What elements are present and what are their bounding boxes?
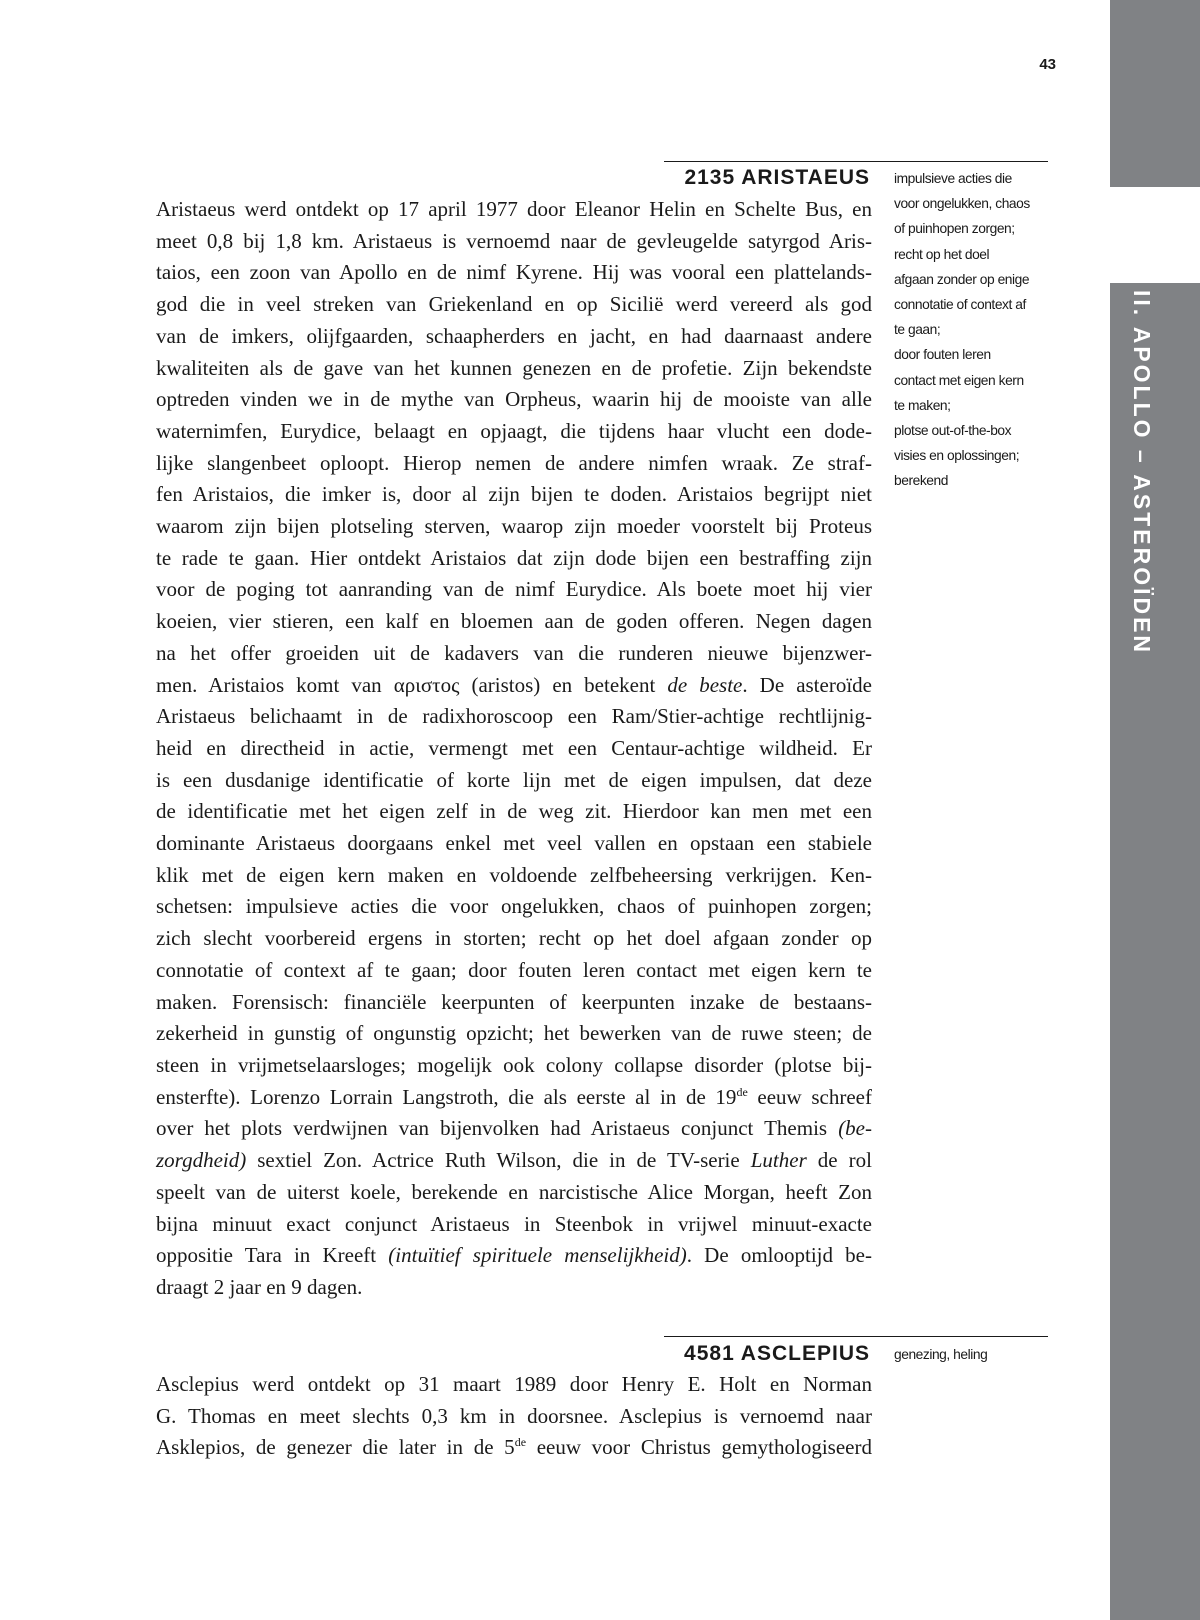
text-segment: sextiel Zon. Actrice Ruth Wilson, die in de TV-serie [246,1148,751,1173]
text-segment: eeuw schreef [747,1084,872,1109]
text-segment: van de imkers, olijfgaarden, schaapherders en jacht, en had daarnaast andere [156,323,872,348]
italic-text: Luther [750,1148,807,1173]
text-line [156,416,872,448]
margin-keyword: voor ongelukken, chaos [894,196,1030,212]
text-line [156,384,872,416]
text-segment: Asklepios, de genezer die later in de 5 [156,1435,515,1460]
text-line [156,891,872,923]
text-line [156,733,872,765]
margin-keyword: contact met eigen kern [894,372,1024,388]
text-segment: is een dusdanige identificatie of korte lijn met de eigen impulsen, dat deze [156,767,872,792]
text-segment: ensterfte). Lorenzo Lorrain Langstroth, die als eerste al in de 19 [156,1084,737,1109]
text-segment: . De asteroïde [742,672,872,697]
italic-text: (intuïtief spirituele menselijkheid) [388,1243,687,1268]
text-segment: optreden vinden we in de mythe van Orpheus, waarin hij de mooiste van alle [156,387,872,412]
text-line [156,448,872,480]
text-segment: Asclepius werd ontdekt op 31 maart 1989 door Henry E. Holt en Norman [156,1372,872,1396]
text-line [156,1369,872,1401]
text-line [156,574,872,606]
margin-keyword: visies en oplossingen; [894,448,1020,464]
text-segment: heid en directheid in actie, vermengt met een Centaur-achtige wildheid. Er [156,735,872,760]
section-body [156,194,872,1304]
italic-text: zorgdheid) [156,1148,247,1173]
text-line [156,638,872,670]
section-rule [664,1336,1048,1337]
margin-keyword: of puinhopen zorgen; [894,221,1015,237]
text-line [156,511,872,543]
text-segment: zich slecht voorbereid ergens in storten; recht op het doel afgaan zonder op [156,926,872,951]
text-segment: voor de poging tot aanranding van de nimf Eurydice. Als boete moet hij vier [156,577,872,602]
text-line [156,1272,872,1304]
text-line [156,289,872,321]
text-segment: zekerheid in gunstig of ongunstig opzicht; het bewerken van de ruwe steen; de [156,1021,872,1046]
text-segment: koeien, vier stieren, een kalf en bloemen aan de goden offeren. Negen dagen [156,609,872,634]
margin-keywords [894,1342,1059,1367]
margin-keyword: door fouten leren [894,347,991,363]
text-line [156,955,872,987]
superscript-text: de [736,1084,748,1099]
text-segment: speelt van de uiterst koele, berekende en narcistische Alice Morgan, heeft Zon [156,1179,872,1204]
section-body [156,1369,872,1464]
margin-keyword: impulsieve acties die [894,171,1012,186]
text-line [156,321,872,353]
section-rule [664,161,1048,162]
text-segment: over het plots verdwijnen van bijenvolken had Aristaeus conjunct Themis [156,1116,839,1141]
text-segment: maken. Forensisch: financiële keerpunten of keerpunten inzake de bestaans- [156,989,872,1014]
text-segment: fen Aristaios, die imker is, door al zijn bijen te doden. Aristaios begrijpt niet [156,482,872,507]
text-line [156,796,872,828]
text-line [156,1050,872,1082]
text-segment: waarom zijn bijen plotseling sterven, waarop zijn moeder voorstelt bij Proteus [156,514,872,539]
text-segment: na het offer groeiden uit de kadavers van die runderen nieuwe bijenzwer- [156,640,872,665]
text-line [156,1177,872,1209]
margin-keyword: connotatie of context af [894,297,1026,313]
text-line [156,765,872,797]
text-segment: eeuw voor Christus gemythologiseerd [526,1435,872,1460]
side-tab [1110,283,1200,1620]
text-line [156,606,872,638]
margin-keywords [894,166,1059,494]
text-line [156,1018,872,1050]
text-segment: G. Thomas en meet slechts 0,3 km in doorsnee. Asclepius is vernoemd naar [156,1403,872,1428]
text-segment: god die in veel streken van Griekenland en op Sicilië werd vereerd als god [156,292,872,317]
text-line [156,1209,872,1241]
text-segment: te rade te gaan. Hier ontdekt Aristaios dat zijn dode bijen een bestraffing zijn [156,545,872,570]
italic-text: de beste [667,672,743,697]
text-line [156,543,872,575]
text-segment: steen in vrijmetselaarsloges; mogelijk ook colony collapse disorder (plotse bij- [156,1052,872,1077]
margin-keyword: te maken; [894,397,951,413]
text-segment: dominante Aristaeus doorgaans enkel met veel vallen en opstaan een stabiele [156,831,872,856]
text-line [156,1113,872,1145]
text-line [156,860,872,892]
text-line [156,479,872,511]
text-segment: taios, een zoon van Apollo en de nimf Kyrene. Hij was vooral een plattelands- [156,260,872,285]
margin-keyword: plotse out-of-the-box [894,423,1012,439]
text-segment: klik met de eigen kern maken en voldoende zelfbeheersing verkrijgen. Ken- [156,862,872,887]
superscript-text: de [514,1435,527,1450]
text-line [156,1401,872,1433]
text-segment: Aristaeus werd ontdekt op 17 april 1977 door Eleanor Helin en Schelte Bus, en [156,197,872,221]
text-segment: connotatie of context af te gaan; door fouten leren contact met eigen kern te [156,957,872,982]
text-line [156,987,872,1019]
page-number: 43 [1039,56,1056,73]
text-line [156,1432,872,1464]
text-segment: oppositie Tara in Kreeft [156,1243,389,1268]
text-line [156,923,872,955]
text-segment: de identificatie met het eigen zelf in de weg zit. Hierdoor kan men met een [156,799,872,824]
margin-keyword: genezing, heling [894,1347,988,1362]
text-line [156,670,872,702]
margin-keyword: te gaan; [894,322,941,338]
text-line [156,194,872,226]
text-segment: men. Aristaios komt van αριστος (aristos) en betekent [156,672,668,697]
text-segment: . De omlooptijd be- [686,1243,872,1268]
margin-keyword: recht op het doel [894,246,990,262]
text-segment: bijna minuut exact conjunct Aristaeus in Steenbok in vrijwel minuut-exacte [156,1211,872,1236]
text-line [156,701,872,733]
text-segment: draagt 2 jaar en 9 dagen. [156,1274,363,1299]
section-heading: 4581 ASCLEPIUS [684,1342,870,1365]
section-heading: 2135 ARISTAEUS [684,166,870,189]
text-segment: meet 0,8 bij 1,8 km. Aristaeus is vernoemd naar de gevleugelde satyrgod Aris- [156,228,872,253]
text-line [156,353,872,385]
text-segment: waternimfen, Eurydice, belaagt en opjaagt, die tijdens haar vlucht een dode- [156,418,872,443]
side-tab-top [1110,0,1200,187]
text-segment: de rol [806,1148,872,1173]
text-line [156,828,872,860]
text-line [156,226,872,258]
text-line [156,257,872,289]
text-segment: lijke slangenbeet oploopt. Hierop nemen de andere nimfen wraak. Ze straf- [156,450,872,475]
text-segment: kwaliteiten als de gave van het kunnen genezen en de profetie. Zijn bekendste [156,355,872,380]
italic-text: (be- [838,1116,872,1141]
side-tab-label: II. APOLLO – ASTEROÏDEN [1129,290,1155,656]
text-line [156,1240,872,1272]
margin-keyword: afgaan zonder op enige [894,271,1030,287]
text-segment: schetsen: impulsieve acties die voor ongelukken, chaos of puinhopen zorgen; [156,894,872,919]
text-line [156,1145,872,1177]
text-line [156,1082,872,1114]
text-segment: Aristaeus belichaamt in de radixhoroscoop een Ram/Stier-achtige rechtlijnig- [156,704,872,729]
margin-keyword: berekend [894,473,948,489]
